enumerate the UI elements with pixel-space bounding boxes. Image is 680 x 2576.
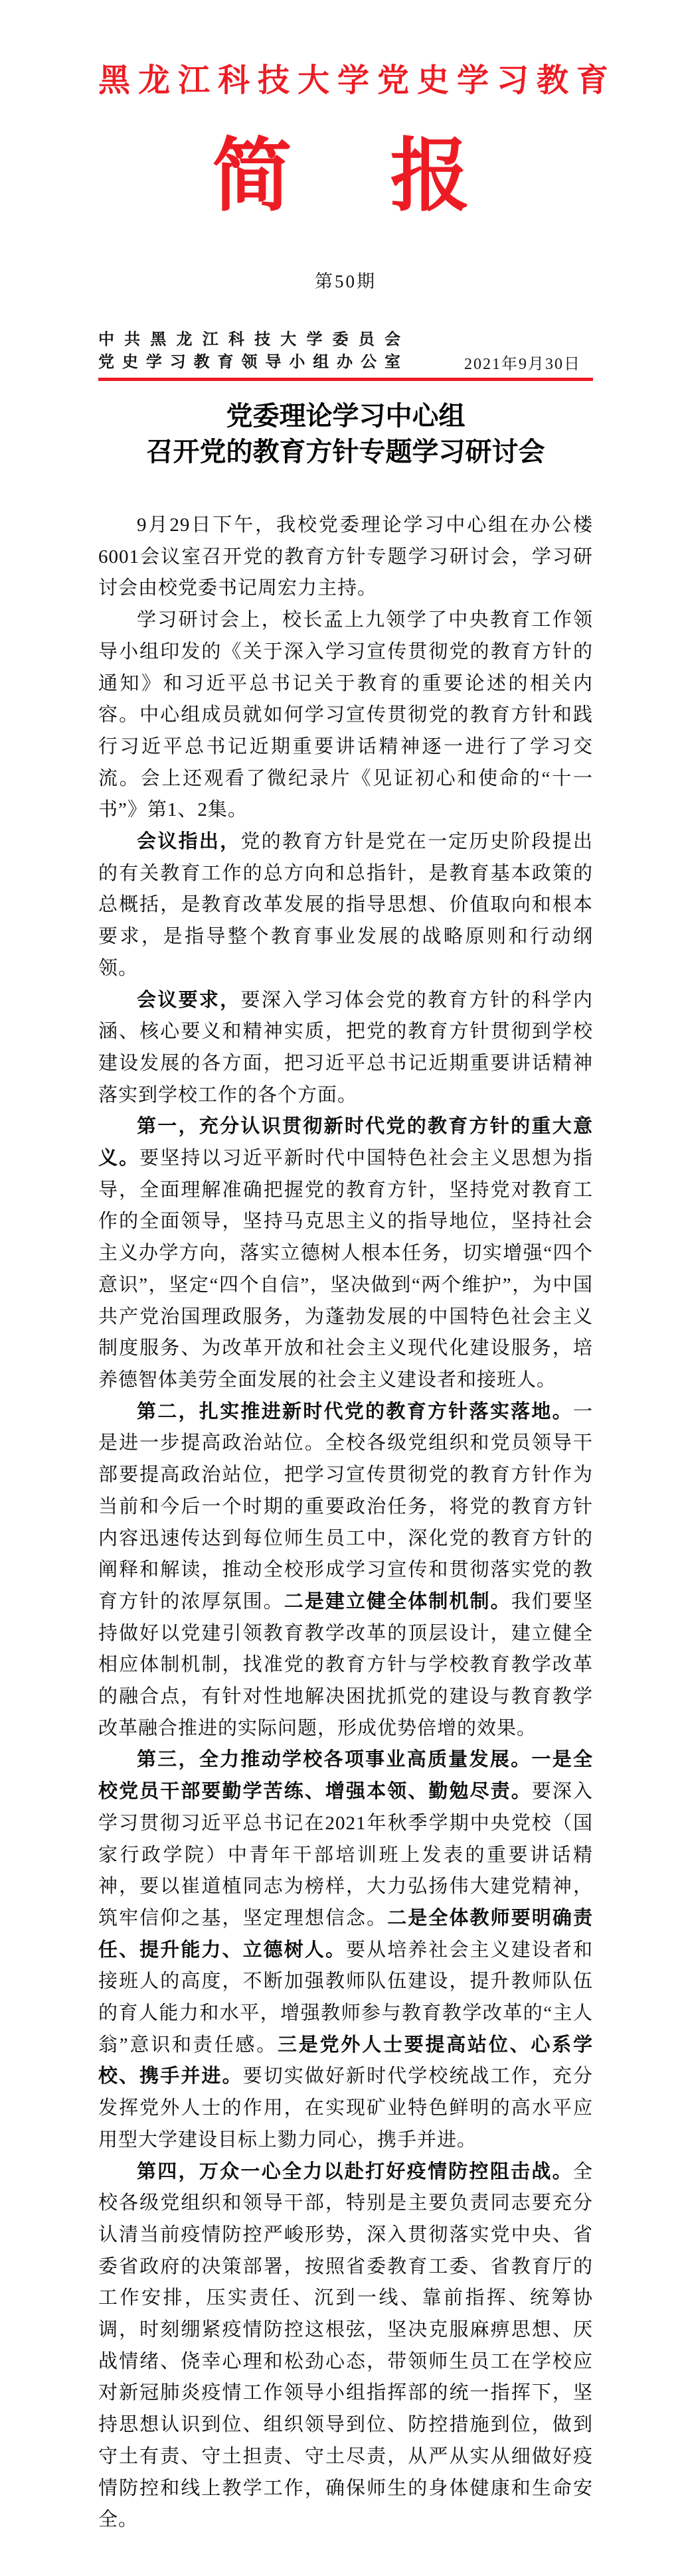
headline-line-1: 党委理论学习中心组	[226, 401, 466, 431]
emphasis-text-segment: 二是全体教师要明确责任、提升能力、立德树人。	[98, 1907, 593, 1961]
text-segment: 9月29日下午，我校党委理论学习中心组在办公楼6001会议室召开党的教育方针专题学习研讨会，学习研讨会由校党委书记周宏力主持。	[98, 514, 593, 599]
text-segment: 要坚持以习近平新时代中国特色社会主义思想为指导，全面理解准确把握党的教育方针，坚持党对教育工作的全面领导，坚持马克思主义的指导地位，坚持社会主义办学方向，落实立德树人根本任务，切实增强“四个意识”，坚定“四个自信”，坚决做到“两个维护”，为中国共产党治国理政服务，为蓬勃发展的中国特色社会主义制度服务、为改革开放和社会主义现代化建设服务，培养德智体美劳全面发展的社会主义建设者和接班人。	[98, 1148, 593, 1391]
body-paragraph	[98, 1111, 593, 1396]
text-segment: 要深入学习贯彻习近平总书记在2021年秋季学期中央党校（国家行政学院）中青年干部培训班上发表的重要讲话精神，要以崔道植同志为榜样，大力弘扬伟大建党精神，筑牢信仰之基，坚定理想信念。	[98, 1781, 593, 1929]
body-paragraph	[98, 985, 593, 1112]
body-paragraph	[98, 1744, 593, 2156]
emphasis-text-segment: 一是全校党员干部要勤学苦练、增强本领、勤勉尽责。	[98, 1749, 593, 1803]
issue-date: 2021年9月30日	[464, 356, 581, 373]
publisher-row	[98, 329, 593, 374]
publisher-line-2: 党史学习教育领导小组办公室	[98, 353, 400, 371]
emphasis-text-segment: 第一，充分认识贯彻新时代党的教育方针的重大意义。	[98, 1116, 593, 1170]
article-headline	[98, 398, 593, 470]
text-segment: 要深入学习体会党的教育方针的科学内涵、核心要义和精神实质，把党的教育方针贯彻到学校建设发展的各方面，把习近平总书记近期重要讲话精神落实到学校工作的各个方面。	[98, 989, 593, 1106]
text-segment: 要从培养社会主义建设者和接班人的高度，不断加强教师队伍建设，提升教师队伍的育人能力和水平，增强教师参与教育教学改革的“主人翁”意识和责任感。	[98, 1939, 593, 2056]
article-body	[98, 510, 593, 2536]
bulletin-title: 简 报	[212, 132, 479, 220]
emphasis-text-segment: 会议要求，	[137, 989, 241, 1011]
masthead-divider-rule	[98, 378, 593, 381]
body-paragraph	[98, 510, 593, 605]
emphasis-text-segment: 第二，扎实推进新时代党的教育方针落实落地。	[137, 1401, 573, 1422]
body-paragraph	[98, 605, 593, 826]
headline-line-2: 召开党的教育方针专题学习研讨会	[146, 437, 545, 467]
text-segment: 学习研讨会上，校长孟上九领学了中央教育工作领导小组印发的《关于深入学习宣传贯彻党的教育方针的通知》和习近平总书记关于教育的重要论述的相关内容。中心组成员就如何学习宣传贯彻党的教育方针和践行习近平总书记近期重要讲话精神逐一进行了学习交流。会上还观看了微纪录片《见证初心和使命的“十一书”》第1、2集。	[98, 609, 593, 821]
emphasis-text-segment: 第四，万众一心全力以赴打好疫情防控阻击战。	[137, 2160, 573, 2182]
text-segment: 全校各级党组织和领导干部，特别是主要负责同志要充分认清当前疫情防控严峻形势，深入贯彻落实党中央、省委省政府的决策部署，按照省委教育工委、省教育厅的工作安排，压实责任、沉到一线、靠前指挥、统筹协调，时刻绷紧疫情防控这根弦，坚决克服麻痹思想、厌战情绪、侥幸心理和松劲心态，带领师生员工在学校应对新冠肺炎疫情工作领导小组指挥部的统一指挥下，坚持思想认识到位、组织领导到位、防控措施到位，做到守土有责、守土担责、守土尽责，从严从实从细做好疫情防控和线上教学工作，确保师生的身体健康和生命安全。	[98, 2160, 593, 2531]
emphasis-text-segment: 第三，全力推动学校各项事业高质量发展。	[137, 1749, 532, 1771]
text-segment: 我们要坚持做好以党建引领教育教学改革的顶层设计，建立健全相应体制机制，找准党的教育方针与学校教育教学改革的融合点，有针对性地解决困扰抓党的建设与教育教学改革融合推进的实际问题，形成优势倍增的效果。	[98, 1590, 593, 1739]
masthead-org-title: 黑龙江科技大学党史学习教育	[98, 63, 617, 98]
body-paragraph	[98, 1397, 593, 1745]
publisher-block	[98, 329, 400, 374]
text-segment: 一是进一步提高政治站位。全校各级党组织和党员领导干部要提高政治站位，把学习宣传贯彻党的教育方针作为当前和今后一个时期的重要政治任务，将党的教育方针内容迅速传达到每位师生员工中，深化党的教育方针的阐释和解读，推动全校形成学习宣传和贯彻落实党的教育方针的浓厚氛围。	[98, 1401, 593, 1612]
publisher-line-1: 中共黑龙江科技大学委员会	[98, 331, 400, 348]
text-segment: 党的教育方针是党在一定历史阶段提出的有关教育工作的总方向和总指针，是教育基本政策的总概括，是教育改革发展的指导思想、价值取向和根本要求，是指导整个教育事业发展的战略原则和行动纲领。	[98, 831, 593, 979]
text-segment: 要切实做好新时代学校统战工作，充分发挥党外人士的作用，在实现矿业特色鲜明的高水平应用型大学建设目标上勠力同心，携手并进。	[98, 2066, 593, 2151]
emphasis-text-segment: 会议指出，	[137, 831, 241, 853]
body-paragraph	[98, 2157, 593, 2536]
issue-number: 第50期	[315, 271, 377, 291]
emphasis-text-segment: 三是党外人士要提高站位、心系学校、携手并进。	[98, 2034, 593, 2087]
emphasis-text-segment: 二是建立健全体制机制。	[284, 1590, 511, 1612]
body-paragraph	[98, 826, 593, 985]
